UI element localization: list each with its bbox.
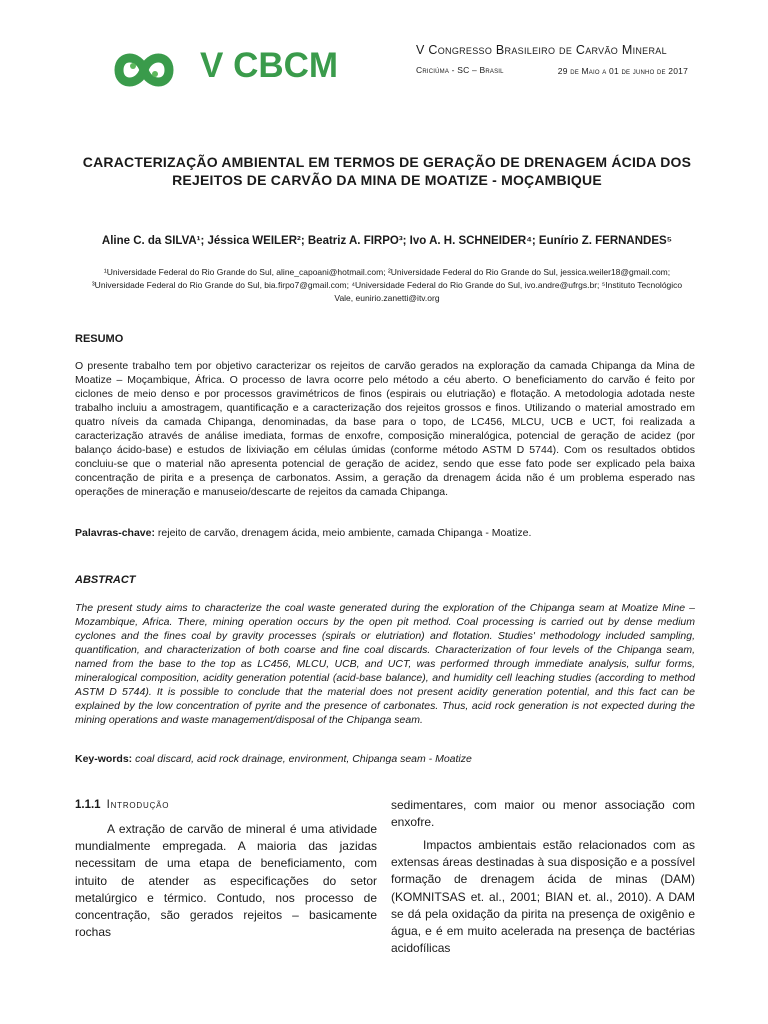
abstract-heading: ABSTRACT bbox=[75, 574, 136, 586]
paper-authors: Aline C. da SILVA¹; Jéssica WEILER²; Beatriz A. FIRPO³; Ivo A. H. SCHNEIDER⁴; Eunírio Z. FERNANDES⁵ bbox=[101, 235, 673, 247]
palavras-chave-label: Palavras-chave: bbox=[75, 527, 155, 539]
congress-name: V Congresso Brasileiro de Carvão Mineral bbox=[416, 43, 667, 57]
congress-city: Criciúma - SC – Brasil bbox=[416, 65, 504, 75]
logo-text: V CBCM bbox=[200, 46, 339, 85]
keywords-list: coal discard, acid rock drainage, environment, Chipanga seam - Moatize bbox=[132, 753, 472, 765]
intro-column-right-continuation: sedimentares, com maior ou menor associação com enxofre. bbox=[391, 798, 695, 830]
congress-dates: 29 de Maio a 01 de junho de 2017 bbox=[557, 66, 688, 76]
palavras-chave bbox=[75, 527, 695, 539]
resumo-heading: RESUMO bbox=[75, 333, 124, 345]
resumo-body: O presente trabalho tem por objetivo caracterizar os rejeitos de carvão gerados na exploração da camada Chipanga da Mina de Moatize – Moçambique, África. O processo de lavra ocorre pelo método a céu aberto. O beneficiamento do carvão é feito por ciclones de meio denso e por processos gravimétricos de finos (espirais ou elutriação) e flotação. A metodologia adotada neste trabalho incluiu a amostragem, quantificação e a caracterização dos rejeitos grossos e finos. Utilizando o material amostrado em quatro níveis da camada Chipanga, denominadas, da base para o topo, de LC456, MLCU, UCB e UCT, foi realizada a caracterização através de análise imediata, formas de enxofre, composição mineralógica, potencial de geração de acidez (por balanço ácido-base) e estudos de lixiviação em células úmidas (conforme método ASTM D 5744). Com os resultados obtidos concluiu-se que o material não apresenta potencial de geração de acidez, sendo que esse fato pode ser explicado pela baixa concentração de pirita e a presença de carbonatos. Assim, a geração da drenagem ácida não é um problema esperado nas operações de mineração e manuseio/descarte de rejeitos da camada Chipanga. bbox=[75, 360, 695, 498]
author-affiliations: ¹Universidade Federal do Rio Grande do Sul, aline_capoani@hotmail.com; ²Universidade Federal do Rio Grande do Sul, jessica.weiler18@gmail.com; ³Universidade Federal do Rio Grande do Sul, bia.firpo7@gmail.com; ⁴Universidade Federal do Rio Grande do Sul, ivo.andre@ufrgs.br; ⁵Instituto Tecnológico Vale, eunirio.zanetti@itv.org bbox=[91, 267, 683, 303]
intro-column-right-paragraph: Impactos ambientais estão relacionados com as extensas áreas destinadas à sua disposição e a possível formação de drenagem ácida de minas (DAM) (KOMNITSAS et. al., 2001; BIAN et. al., 2010). A DAM se dá pela oxidação da pirita na presença de oxigênio e água, e é em muito acelerada na presença de bactérias acidofílicas bbox=[391, 838, 695, 956]
intro-column-left: A extração de carvão de mineral é uma atividade mundialmente empregada. A maioria das jazidas necessitam de uma etapa de beneficiamento, com intuito de atender as especificações do setor metalúrgico e térmico. Contudo, nos processo de concentração, são gerados rejeitos – basicamente rochas bbox=[75, 822, 377, 940]
intro-heading bbox=[75, 799, 169, 811]
abstract-body: The present study aims to characterize the coal waste generated during the exploration of the Chipanga seam at Moatize Mine – Mozambique, Africa. There, mining operation occurs by the open pit method. Coal processing is carried out by dense medium cyclones and the fines coal by gravity processes (spirals or elutriation) and flotation. Studies' methodology included sampling, quantification, and characterization of both coarse and fine coal discards. Characterization of four levels of the Chipanga seam, named from the base to the top as LC456, MLCU, UCB, and UCT, was performed through immediate analysis, sulfur forms, mineralogical composition, acidity generation potential (acid-base balance), and humidity cell leaching studies (according to method ASTM D 5744). It is possible to conclude that the material does not present acidity generation potential, and this fact can be explained by the low concentration of pyrite and the presence of carbonates. Thus, acid rock generation is not expected during the mining operations and waste management/disposal of the Chipanga seam. bbox=[75, 602, 695, 726]
intro-title: Introdução bbox=[106, 799, 170, 811]
intro-number: 1.1.1 bbox=[75, 799, 101, 811]
infinity-logo-icon bbox=[119, 58, 169, 82]
paper-title: CARACTERIZAÇÃO AMBIENTAL EM TERMOS DE GERAÇÃO DE DRENAGEM ÁCIDA DOS REJEITOS DE CARVÃO DA MINA DE MOATIZE - MOÇAMBIQUE bbox=[82, 154, 692, 188]
keywords bbox=[75, 753, 695, 765]
palavras-chave-list: rejeito de carvão, drenagem ácida, meio ambiente, camada Chipanga - Moatize. bbox=[154, 527, 532, 539]
keywords-label: Key-words: bbox=[75, 753, 133, 765]
